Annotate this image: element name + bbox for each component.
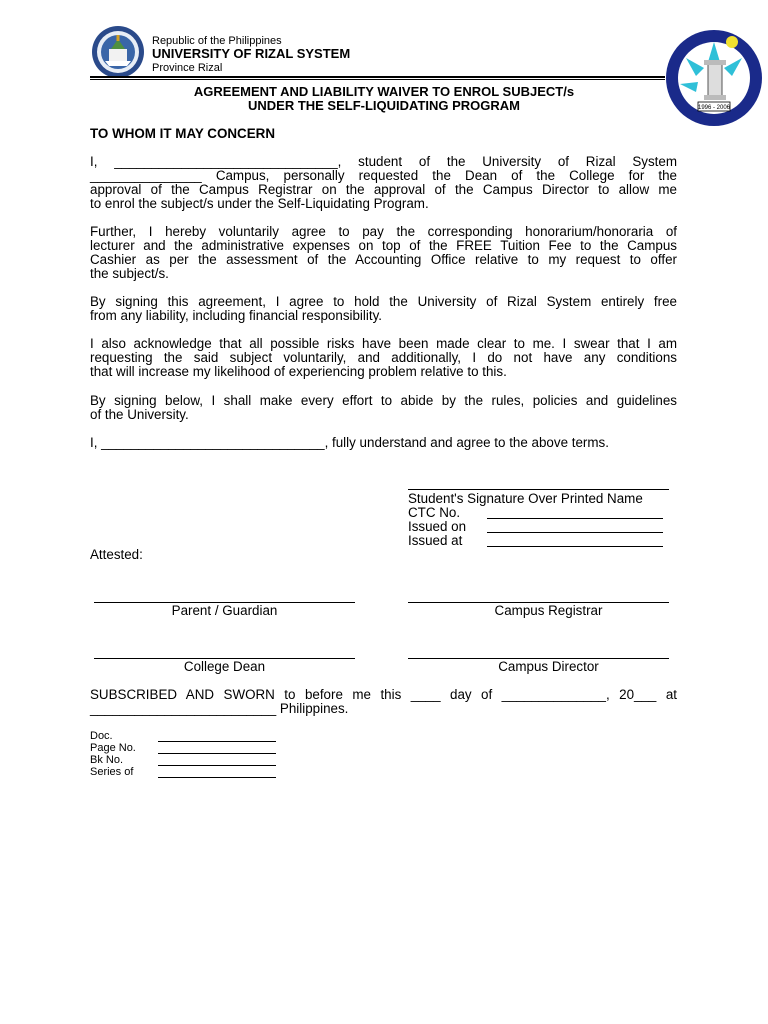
p2-line3: Cashier as per the assessment of the Accounting Office relative to my request to offer <box>90 252 677 267</box>
notary-doc-label: Doc. <box>90 730 113 742</box>
student-signature-line[interactable] <box>408 489 669 490</box>
p4-line3: that will increase my likelihood of experiencing problem relative to this. <box>90 364 507 379</box>
notary-doc-field[interactable] <box>158 741 276 742</box>
p1-line3: approval of the Campus Registrar on the approval of the Campus Director to allow me <box>90 182 677 197</box>
ctc-label: CTC No. <box>408 505 461 520</box>
p1-line1: I, ______________________________, student of the University of Rizal System <box>90 154 677 169</box>
p4-line1: I also acknowledge that all possible risks have been made clear to me. I swear that I am <box>90 336 677 351</box>
p3-line2: from any liability, including financial responsibility. <box>90 308 382 323</box>
p2-line2: lecturer and the administrative expenses on top of the FREE Tuition Fee to the Campus <box>90 238 677 253</box>
header-rule-thick <box>90 76 665 78</box>
attested-label: Attested: <box>90 547 143 562</box>
paragraph-liability <box>90 295 677 323</box>
p5-line2: of the University. <box>90 407 189 422</box>
sworn-statement <box>90 688 677 716</box>
p1-line4: to enrol the subject/s under the Self-Liquidating Program. <box>90 196 429 211</box>
p1-line2: _______________ Campus, personally requested the Dean of the College for the <box>90 168 677 183</box>
notary-series-label: Series of <box>90 766 134 778</box>
logo-years: 1996 - 2006 <box>697 105 731 111</box>
header-university-name: UNIVERSITY OF RIZAL SYSTEM <box>152 46 351 61</box>
registrar-label: Campus Registrar <box>494 603 603 618</box>
p2-line1: Further, I hereby voluntarily agree to pay the corresponding honorarium/honoraria of <box>90 224 677 239</box>
dean-label: College Dean <box>183 659 266 674</box>
p5-line1: By signing below, I shall make every effort to abide by the rules, policies and guidelines <box>90 393 677 408</box>
document-title-line1: AGREEMENT AND LIABILITY WAIVER TO ENROL SUBJECT/s <box>193 84 575 99</box>
p3-line1: By signing this agreement, I agree to hold the University of Rizal System entirely free <box>90 294 677 309</box>
institute-logo <box>664 28 764 128</box>
notary-series-field[interactable] <box>158 777 276 778</box>
paragraph-agree: I, ______________________________, fully understand and agree to the above terms. <box>90 435 609 450</box>
header-province: Province Rizal <box>152 62 223 74</box>
salutation: TO WHOM IT MAY CONCERN <box>90 126 275 141</box>
notary-book-label: Bk No. <box>90 754 124 766</box>
issued-at-field[interactable] <box>487 546 663 547</box>
p4-line2: requesting the said subject voluntarily, and additionally, I do not have any conditions <box>90 350 677 365</box>
issued-at-label: Issued at <box>408 533 463 548</box>
notary-page-field[interactable] <box>158 753 276 754</box>
paragraph-request <box>90 155 677 211</box>
issued-on-field[interactable] <box>487 532 663 533</box>
sworn-line1: SUBSCRIBED AND SWORN to before me this ____ day of ______________, 20___ at <box>90 687 677 702</box>
paragraph-rules <box>90 394 677 422</box>
student-signature-label: Student's Signature Over Printed Name <box>408 491 643 506</box>
document-title-line2: UNDER THE SELF-LIQUIDATING PROGRAM <box>247 98 521 113</box>
issued-on-label: Issued on <box>408 519 467 534</box>
header-republic: Republic of the Philippines <box>152 35 282 47</box>
notary-page-label: Page No. <box>90 742 136 754</box>
notary-book-field[interactable] <box>158 765 276 766</box>
ctc-field[interactable] <box>487 518 663 519</box>
paragraph-payment <box>90 225 677 281</box>
header-rule-thin <box>90 79 665 80</box>
parent-label: Parent / Guardian <box>171 603 278 618</box>
university-seal-logo <box>91 25 145 79</box>
p2-line4: the subject/s. <box>90 266 169 281</box>
sworn-line2: _________________________ Philippines. <box>90 701 349 716</box>
director-label: Campus Director <box>498 659 599 674</box>
paragraph-risks <box>90 337 677 379</box>
